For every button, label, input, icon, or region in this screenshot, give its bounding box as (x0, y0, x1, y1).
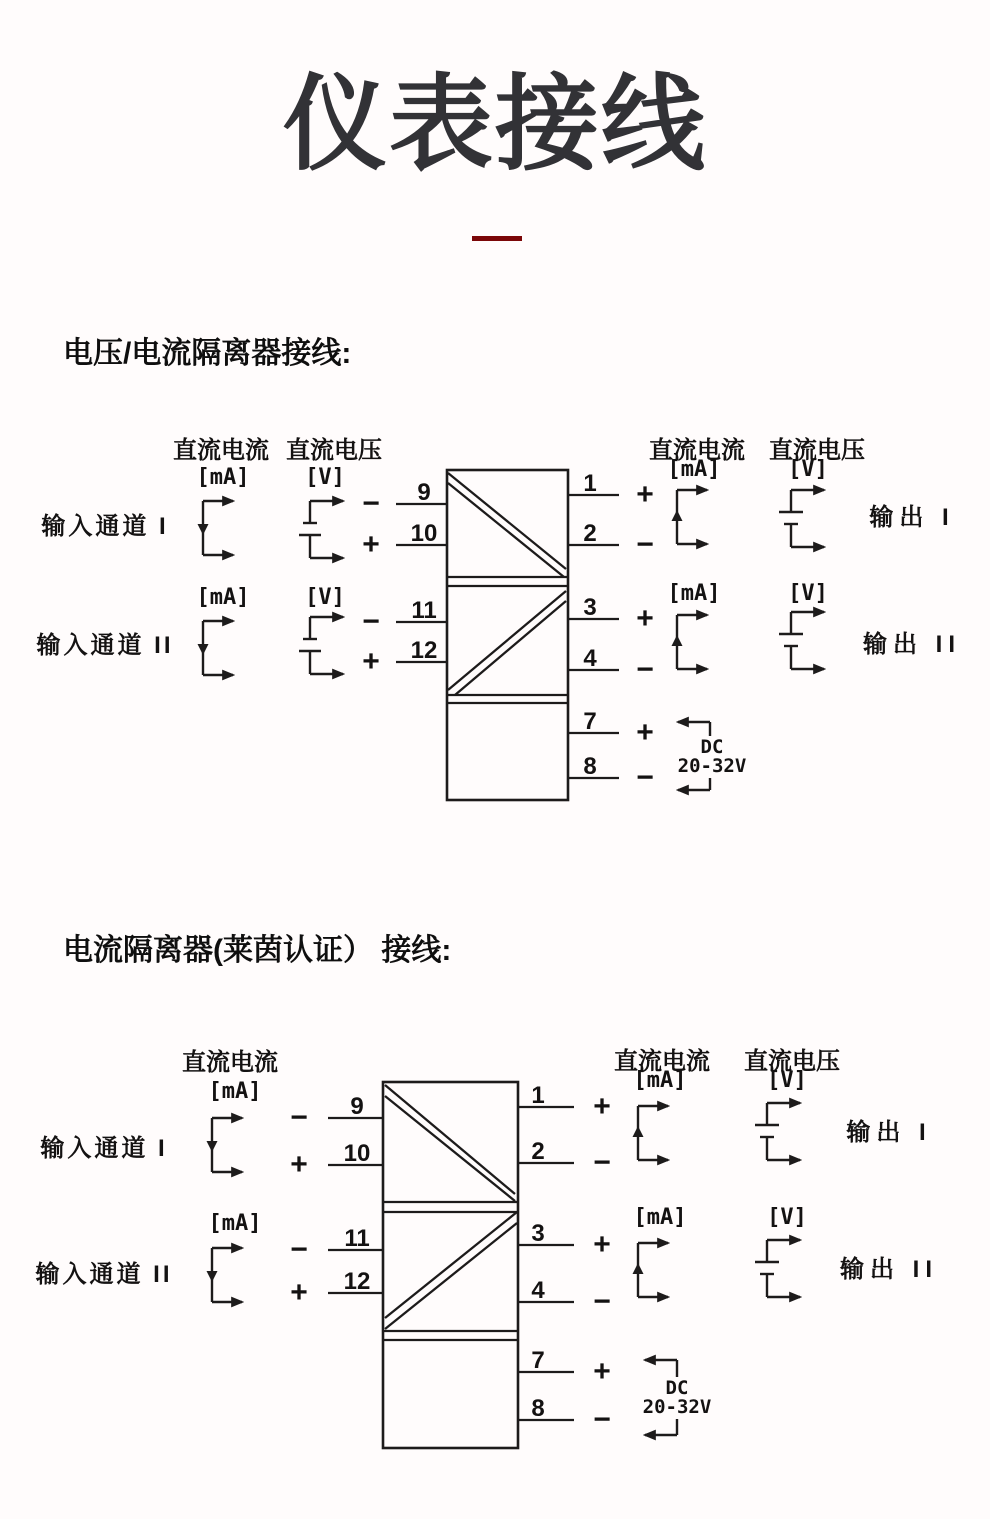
section2-heading: 电流隔离器(莱茵认证） 接线: (63, 934, 452, 967)
voltage-source-symbol (779, 490, 824, 669)
unit-label-v: [V] (788, 581, 828, 606)
unit-label-ma: [mA] (667, 581, 721, 606)
unit-label-ma: [mA] (196, 465, 250, 490)
terminal-number: 4 (531, 1277, 545, 1304)
terminal-polarity: − (362, 487, 380, 520)
terminal-number: 7 (583, 708, 597, 735)
input-channel-2-label: 输入通道 II (35, 1261, 173, 1288)
dc-power-label-line1: DC (700, 736, 724, 758)
unit-label-ma: [mA] (667, 457, 721, 482)
terminal-number: 3 (531, 1220, 545, 1247)
terminal-number: 12 (343, 1268, 371, 1295)
terminal-polarity: − (290, 1101, 308, 1134)
voltage-source-symbol (755, 1103, 800, 1297)
terminal-number: 2 (583, 520, 597, 547)
unit-label-v: [V] (305, 585, 345, 610)
section1-heading: 电压/电流隔离器接线: (63, 337, 352, 370)
terminal-polarity: + (290, 1148, 308, 1181)
terminal-number: 4 (583, 645, 597, 672)
terminal-polarity: − (636, 761, 654, 794)
terminal-number: 2 (531, 1138, 545, 1165)
terminal-number: 11 (344, 1225, 370, 1252)
page-title: 仪表接线 (282, 67, 707, 183)
output-2-label: 输出 II (839, 1256, 938, 1283)
terminal-polarity: − (290, 1233, 308, 1266)
input-channel-1-label: 输入通道 I (40, 1135, 168, 1162)
column-header-dc-current: 直流电流 (614, 1048, 710, 1075)
current-source-symbol (204, 1118, 243, 1302)
terminal-number: 10 (410, 520, 438, 547)
terminal-polarity: + (593, 1090, 611, 1123)
terminal-number: 3 (583, 594, 597, 621)
column-header-dc-current: 直流电流 (173, 437, 269, 464)
column-header-dc-current: 直流电流 (182, 1049, 278, 1076)
unit-label-ma: [mA] (633, 1205, 687, 1230)
dc-power-label (637, 1377, 717, 1419)
isolator-box-1 (447, 470, 568, 800)
terminal-number: 1 (531, 1082, 545, 1109)
column-header-dc-voltage: 直流电压 (286, 437, 382, 464)
terminal-number: 10 (343, 1140, 371, 1167)
terminal-polarity: − (593, 1403, 611, 1436)
column-header-dc-voltage: 直流电压 (769, 437, 865, 464)
terminal-polarity: − (636, 653, 654, 686)
unit-label-v: [V] (305, 465, 345, 490)
unit-label-ma: [mA] (633, 1068, 687, 1093)
terminal-polarity: − (362, 605, 380, 638)
terminal-polarity: + (362, 645, 380, 678)
unit-label-v: [V] (767, 1068, 807, 1093)
input-channel-2-label: 输入通道 II (36, 632, 174, 659)
terminal-polarity: + (593, 1228, 611, 1261)
terminal-number: 11 (411, 597, 437, 624)
terminal-number: 9 (350, 1093, 364, 1120)
dc-power-label-line2: 20-32V (642, 1396, 712, 1418)
current-source-symbol (669, 490, 708, 669)
title-underline (472, 236, 522, 241)
unit-label-ma: [mA] (208, 1211, 262, 1236)
unit-label-v: [V] (767, 1205, 807, 1230)
terminal-polarity: + (362, 528, 380, 561)
output-1-label: 输出 I (846, 1119, 932, 1146)
unit-label-ma: [mA] (208, 1079, 262, 1104)
terminal-number: 12 (410, 637, 438, 664)
isolator-box-2 (383, 1082, 518, 1448)
terminal-number: 8 (531, 1395, 545, 1422)
column-header-dc-current: 直流电流 (649, 437, 745, 464)
terminal-polarity: + (636, 478, 654, 511)
current-source-symbol (630, 1106, 669, 1297)
terminal-polarity: + (593, 1355, 611, 1388)
dc-power-label-line1: DC (665, 1377, 689, 1399)
terminal-polarity: + (290, 1276, 308, 1309)
output-1-label: 输出 I (869, 504, 955, 531)
terminal-polarity: − (593, 1285, 611, 1318)
dc-power-label-line2: 20-32V (677, 755, 747, 777)
terminal-number: 1 (583, 470, 597, 497)
unit-label-v: [V] (788, 457, 828, 482)
column-header-dc-voltage: 直流电压 (744, 1048, 840, 1075)
input-channel-1-label: 输入通道 I (41, 513, 169, 540)
terminal-polarity: + (636, 716, 654, 749)
output-2-label: 输出 II (862, 631, 961, 658)
unit-label-ma: [mA] (196, 585, 250, 610)
terminal-polarity: + (636, 602, 654, 635)
terminal-polarity: − (636, 528, 654, 561)
terminal-number: 8 (583, 753, 597, 780)
terminal-polarity: − (593, 1146, 611, 1179)
dc-power-label (672, 736, 752, 778)
terminal-number: 7 (531, 1347, 545, 1374)
terminal-number: 9 (417, 479, 431, 506)
